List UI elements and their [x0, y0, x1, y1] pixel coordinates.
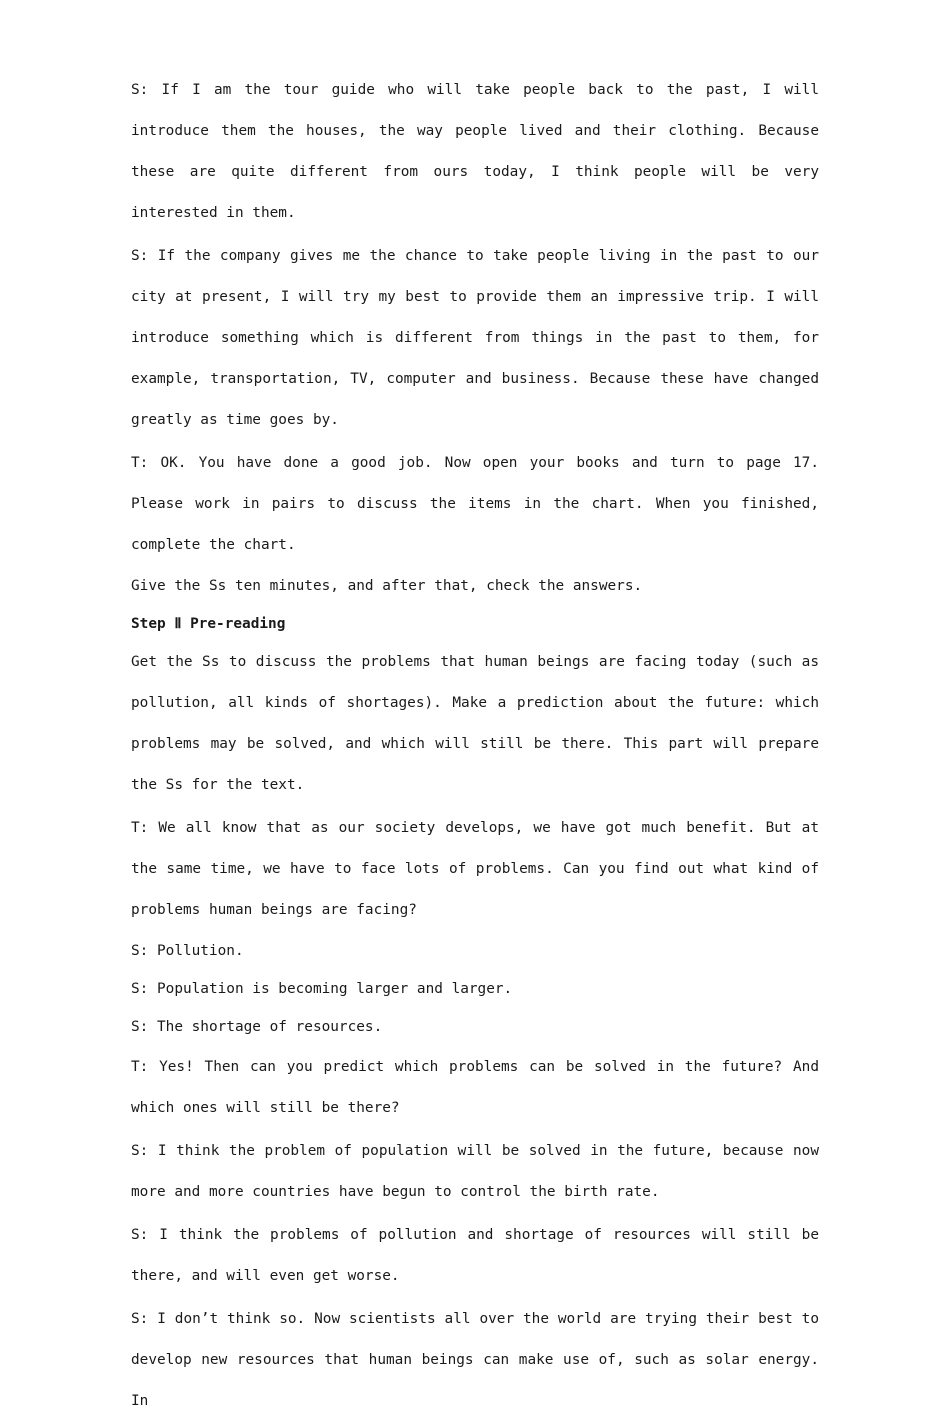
paragraph-population-solved: S: I think the problem of population will be solved in the future, because now more and more countries have begun to control the birth rate.	[131, 1143, 819, 1200]
paragraph-teacher-society: T: We all know that as our society develops, we have got much benefit. But at the same time, we have to face lots of problems. Can you find out what kind of problems human beings are facing?	[131, 820, 819, 918]
document-page	[131, 70, 819, 1424]
paragraph-check-answers: Give the Ss ten minutes, and after that, check the answers.	[131, 578, 643, 594]
paragraph-teacher-chart: T: OK. You have done a good job. Now open your books and turn to page 17. Please work in pairs to discuss the items in the chart. When you finished, complete the chart.	[131, 455, 819, 553]
paragraph-shortage: S: The shortage of resources.	[131, 1019, 383, 1035]
paragraph-population: S: Population is becoming larger and larger.	[131, 981, 513, 997]
section-heading-pre-reading: Step Ⅱ Pre-reading	[131, 616, 286, 632]
paragraph-teacher-predict: T: Yes! Then can you predict which problems can be solved in the future? And which ones will still be there?	[131, 1059, 819, 1116]
paragraph-discuss-problems: Get the Ss to discuss the problems that human beings are facing today (such as pollution, all kinds of shortages). Make a prediction about the future: which problems may be solved, and which will still be there. This part will prepare the Ss for the text.	[131, 654, 819, 793]
paragraph-company-trip: S: If the company gives me the chance to take people living in the past to our city at present, I will try my best to provide them an impressive trip. I will introduce something which is different from things in the past to them, for example, transportation, TV, computer and business. Because these have changed greatly as time goes by.	[131, 248, 819, 428]
paragraph-new-resources: S: I don’t think so. Now scientists all over the world are trying their best to develop new resources that human beings can make use of, such as solar energy. In	[131, 1311, 819, 1409]
paragraph-tour-guide: S: If I am the tour guide who will take people back to the past, I will introduce them the houses, the way people lived and their clothing. Because these are quite different from ours today, I think people will be very interested in them.	[131, 82, 819, 221]
paragraph-pollution-worse: S: I think the problems of pollution and shortage of resources will still be there, and will even get worse.	[131, 1227, 819, 1284]
paragraph-pollution: S: Pollution.	[131, 943, 244, 959]
